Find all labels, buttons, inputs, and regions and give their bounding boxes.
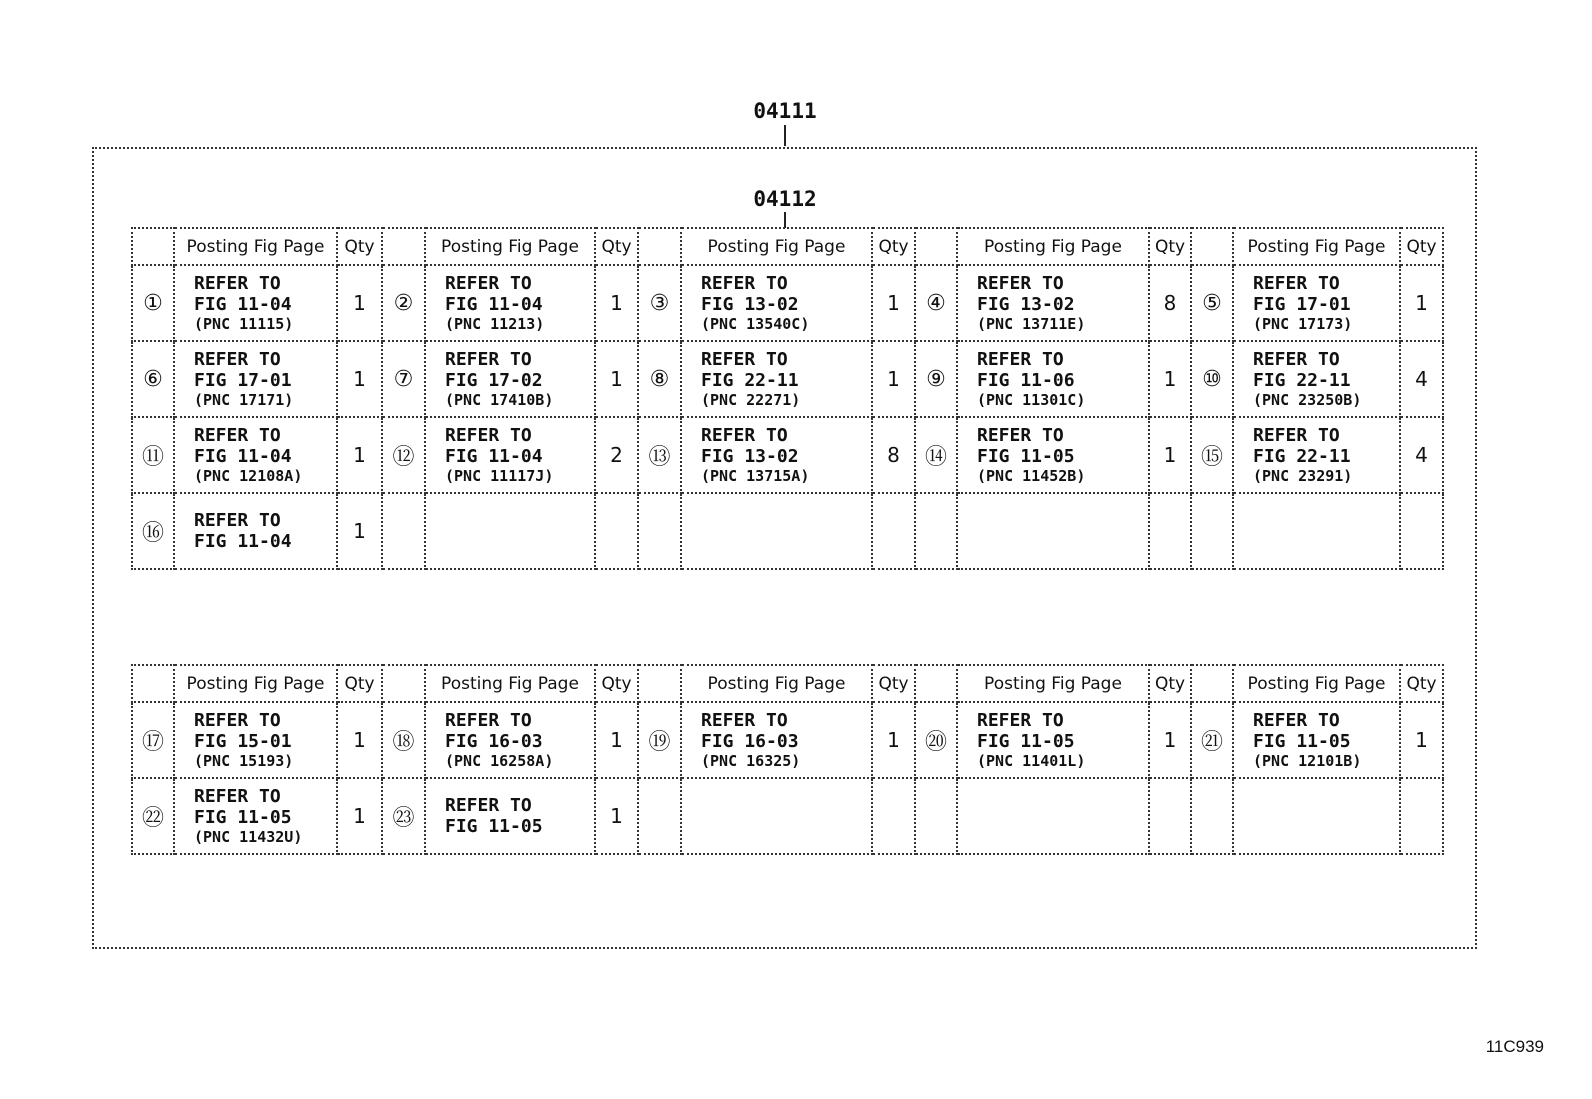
refer-to-label: REFER TO xyxy=(1253,424,1340,446)
item-callout-number[interactable]: ⑲ xyxy=(638,702,681,778)
posting-fig-cell[interactable] xyxy=(174,493,337,569)
posting-fig-page-header: Posting Fig Page xyxy=(681,665,872,702)
qty-header: Qty xyxy=(1149,665,1191,702)
item-callout-number[interactable]: ⑫ xyxy=(382,417,425,493)
qty-header: Qty xyxy=(595,228,638,265)
qty-cell xyxy=(595,493,638,569)
qty-cell: 4 xyxy=(1400,341,1443,417)
refer-to-label: REFER TO xyxy=(445,709,532,731)
posting-fig-cell xyxy=(681,493,872,569)
pnc-reference: (PNC 16325) xyxy=(701,751,801,770)
posting-fig-cell xyxy=(957,493,1149,569)
qty-cell xyxy=(1149,778,1191,854)
fig-reference[interactable]: FIG 11-05 xyxy=(1253,730,1351,752)
posting-fig-cell[interactable] xyxy=(957,702,1149,778)
posting-fig-page-header: Posting Fig Page xyxy=(957,665,1149,702)
fig-reference[interactable]: FIG 22-11 xyxy=(1253,369,1351,391)
fig-reference[interactable]: FIG 13-02 xyxy=(701,445,799,467)
fig-reference[interactable]: FIG 11-04 xyxy=(445,445,543,467)
qty-cell: 1 xyxy=(872,341,915,417)
posting-fig-cell[interactable] xyxy=(1233,702,1400,778)
table-row xyxy=(132,702,1443,778)
fig-reference[interactable]: FIG 11-04 xyxy=(194,293,292,315)
qty-header: Qty xyxy=(1400,665,1443,702)
item-callout-number[interactable]: ④ xyxy=(915,265,957,341)
index-column-header xyxy=(132,665,174,702)
refer-to-label: REFER TO xyxy=(701,709,788,731)
refer-to-label: REFER TO xyxy=(977,709,1064,731)
posting-fig-cell[interactable] xyxy=(957,341,1149,417)
item-callout-number[interactable]: ⑤ xyxy=(1191,265,1233,341)
posting-fig-page-header: Posting Fig Page xyxy=(957,228,1149,265)
qty-cell: 1 xyxy=(595,341,638,417)
qty-cell: 8 xyxy=(872,417,915,493)
qty-cell xyxy=(872,493,915,569)
pnc-reference: (PNC 13711E) xyxy=(977,314,1086,333)
item-callout-number[interactable]: ⑱ xyxy=(382,702,425,778)
item-callout-number xyxy=(382,493,425,569)
fig-reference[interactable]: FIG 11-04 xyxy=(445,293,543,315)
refer-to-label: REFER TO xyxy=(194,709,281,731)
qty-cell: 1 xyxy=(337,341,382,417)
qty-header: Qty xyxy=(337,665,382,702)
item-callout-number[interactable]: ⑨ xyxy=(915,341,957,417)
refer-to-label: REFER TO xyxy=(701,424,788,446)
item-callout-number xyxy=(915,493,957,569)
posting-fig-cell[interactable] xyxy=(1233,265,1400,341)
pnc-reference: (PNC 13540C) xyxy=(701,314,810,333)
pnc-reference: (PNC 13715A) xyxy=(701,466,810,485)
qty-cell: 1 xyxy=(337,778,382,854)
index-column-header xyxy=(382,665,425,702)
fig-reference[interactable]: FIG 16-03 xyxy=(701,730,799,752)
qty-header: Qty xyxy=(1400,228,1443,265)
posting-fig-cell[interactable] xyxy=(681,341,872,417)
pnc-reference: (PNC 11452B) xyxy=(977,466,1086,485)
fig-reference[interactable]: FIG 15-01 xyxy=(194,730,292,752)
pnc-reference: (PNC 11401L) xyxy=(977,751,1086,770)
pnc-reference: (PNC 11117J) xyxy=(445,466,554,485)
item-callout-number[interactable]: ⑮ xyxy=(1191,417,1233,493)
fig-reference[interactable]: FIG 11-05 xyxy=(977,445,1075,467)
index-column-header xyxy=(1191,228,1233,265)
refer-to-label: REFER TO xyxy=(194,272,281,294)
fig-reference[interactable]: FIG 13-02 xyxy=(977,293,1075,315)
pnc-reference: (PNC 12101B) xyxy=(1253,751,1362,770)
fig-reference[interactable]: FIG 11-04 xyxy=(194,445,292,467)
refer-to-label: REFER TO xyxy=(977,348,1064,370)
pnc-reference: (PNC 17410B) xyxy=(445,390,554,409)
item-callout-number[interactable]: ⑬ xyxy=(638,417,681,493)
posting-fig-cell[interactable] xyxy=(681,417,872,493)
header-row xyxy=(132,665,1443,702)
refer-to-label: REFER TO xyxy=(194,424,281,446)
item-callout-number[interactable]: ⑭ xyxy=(915,417,957,493)
posting-fig-cell[interactable] xyxy=(174,265,337,341)
pnc-reference: (PNC 23291) xyxy=(1253,466,1353,485)
item-callout-number[interactable]: ⑳ xyxy=(915,702,957,778)
posting-fig-cell[interactable] xyxy=(174,341,337,417)
fig-reference[interactable]: FIG 11-04 xyxy=(194,531,292,552)
refer-to-label: REFER TO xyxy=(701,348,788,370)
item-callout-number[interactable]: ⑥ xyxy=(132,341,174,417)
qty-cell: 1 xyxy=(872,265,915,341)
qty-cell: 2 xyxy=(595,417,638,493)
item-callout-number[interactable]: ⑧ xyxy=(638,341,681,417)
item-callout-number xyxy=(1191,493,1233,569)
fig-reference[interactable]: FIG 17-01 xyxy=(194,369,292,391)
qty-cell: 4 xyxy=(1400,417,1443,493)
refer-to-label: REFER TO xyxy=(1253,709,1340,731)
refer-to-label: REFER TO xyxy=(445,795,532,816)
qty-header: Qty xyxy=(872,665,915,702)
index-column-header xyxy=(915,228,957,265)
posting-fig-cell[interactable] xyxy=(174,778,337,854)
posting-fig-cell[interactable] xyxy=(957,265,1149,341)
qty-cell xyxy=(872,778,915,854)
qty-cell: 1 xyxy=(1400,265,1443,341)
kit-contents-table-1 xyxy=(131,227,1444,570)
posting-fig-cell[interactable] xyxy=(174,417,337,493)
item-callout-number[interactable]: ㉑ xyxy=(1191,702,1233,778)
pnc-reference: (PNC 16258A) xyxy=(445,751,554,770)
assembly-leader-line xyxy=(784,125,786,146)
fig-reference[interactable]: FIG 16-03 xyxy=(445,730,543,752)
item-callout-number[interactable]: ⑪ xyxy=(132,417,174,493)
posting-fig-cell[interactable] xyxy=(425,341,595,417)
item-callout-number[interactable]: ③ xyxy=(638,265,681,341)
table-row xyxy=(132,265,1443,341)
pnc-reference: (PNC 11213) xyxy=(445,314,545,333)
qty-cell: 1 xyxy=(1149,341,1191,417)
item-callout-number[interactable]: ⑰ xyxy=(132,702,174,778)
qty-header: Qty xyxy=(595,665,638,702)
qty-cell: 1 xyxy=(337,493,382,569)
fig-reference[interactable]: FIG 11-06 xyxy=(977,369,1075,391)
fig-reference[interactable]: FIG 22-11 xyxy=(1253,445,1351,467)
posting-fig-page-header: Posting Fig Page xyxy=(681,228,872,265)
qty-cell: 1 xyxy=(595,702,638,778)
index-column-header xyxy=(132,228,174,265)
qty-header: Qty xyxy=(337,228,382,265)
table-row xyxy=(132,493,1443,569)
item-callout-number[interactable]: ⑯ xyxy=(132,493,174,569)
refer-to-label: REFER TO xyxy=(701,272,788,294)
posting-fig-cell[interactable] xyxy=(174,702,337,778)
fig-reference[interactable]: FIG 13-02 xyxy=(701,293,799,315)
index-column-header xyxy=(638,665,681,702)
index-column-header xyxy=(382,228,425,265)
qty-cell: 1 xyxy=(337,702,382,778)
table-row xyxy=(132,417,1443,493)
qty-cell: 1 xyxy=(872,702,915,778)
pnc-reference: (PNC 23250B) xyxy=(1253,390,1362,409)
qty-cell: 1 xyxy=(595,265,638,341)
table-row xyxy=(132,341,1443,417)
item-callout-number[interactable]: ⑦ xyxy=(382,341,425,417)
posting-fig-cell[interactable] xyxy=(425,265,595,341)
qty-cell: 1 xyxy=(1149,417,1191,493)
qty-cell: 1 xyxy=(1149,702,1191,778)
pnc-reference: (PNC 15193) xyxy=(194,751,294,770)
refer-to-label: REFER TO xyxy=(445,424,532,446)
posting-fig-cell xyxy=(957,778,1149,854)
refer-to-label: REFER TO xyxy=(1253,348,1340,370)
pnc-reference: (PNC 11115) xyxy=(194,314,294,333)
posting-fig-cell[interactable] xyxy=(425,702,595,778)
posting-fig-cell xyxy=(1233,778,1400,854)
pnc-reference: (PNC 11432U) xyxy=(194,827,303,846)
posting-fig-cell[interactable] xyxy=(1233,341,1400,417)
item-callout-number[interactable]: ⑩ xyxy=(1191,341,1233,417)
refer-to-label: REFER TO xyxy=(977,424,1064,446)
refer-to-label: REFER TO xyxy=(445,348,532,370)
kit-part-number[interactable]: 04112 xyxy=(753,187,817,211)
qty-cell xyxy=(1400,493,1443,569)
item-callout-number xyxy=(638,493,681,569)
fig-reference[interactable]: FIG 11-05 xyxy=(445,816,543,837)
qty-cell: 1 xyxy=(337,265,382,341)
pnc-reference: (PNC 12108A) xyxy=(194,466,303,485)
posting-fig-page-header: Posting Fig Page xyxy=(425,665,595,702)
kit-contents-table-2 xyxy=(131,664,1444,855)
index-column-header xyxy=(915,665,957,702)
posting-fig-cell[interactable] xyxy=(681,265,872,341)
posting-fig-page-header: Posting Fig Page xyxy=(174,228,337,265)
figure-code: 11C939 xyxy=(1485,1037,1544,1056)
fig-reference[interactable]: FIG 17-02 xyxy=(445,369,543,391)
refer-to-label: REFER TO xyxy=(194,785,281,807)
posting-fig-cell xyxy=(425,493,595,569)
posting-fig-page-header: Posting Fig Page xyxy=(425,228,595,265)
posting-fig-cell[interactable] xyxy=(425,778,595,854)
qty-cell xyxy=(1149,493,1191,569)
posting-fig-cell[interactable] xyxy=(425,417,595,493)
refer-to-label: REFER TO xyxy=(1253,272,1340,294)
qty-cell: 1 xyxy=(1400,702,1443,778)
pnc-reference: (PNC 22271) xyxy=(701,390,801,409)
posting-fig-cell xyxy=(681,778,872,854)
item-callout-number xyxy=(915,778,957,854)
refer-to-label: REFER TO xyxy=(194,348,281,370)
assembly-part-number[interactable]: 04111 xyxy=(753,99,817,123)
pnc-reference: (PNC 11301C) xyxy=(977,390,1086,409)
item-callout-number[interactable]: ㉒ xyxy=(132,778,174,854)
refer-to-label: REFER TO xyxy=(445,272,532,294)
posting-fig-page-header: Posting Fig Page xyxy=(1233,665,1400,702)
pnc-reference: (PNC 17173) xyxy=(1253,314,1353,333)
item-callout-number xyxy=(1191,778,1233,854)
index-column-header xyxy=(638,228,681,265)
table-row xyxy=(132,778,1443,854)
item-callout-number xyxy=(638,778,681,854)
item-callout-number[interactable]: ① xyxy=(132,265,174,341)
fig-reference[interactable]: FIG 11-05 xyxy=(194,806,292,828)
kit-leader-line xyxy=(784,212,786,228)
item-callout-number[interactable]: ㉓ xyxy=(382,778,425,854)
qty-cell: 1 xyxy=(595,778,638,854)
posting-fig-cell[interactable] xyxy=(1233,417,1400,493)
qty-cell xyxy=(1400,778,1443,854)
fig-reference[interactable]: FIG 17-01 xyxy=(1253,293,1351,315)
posting-fig-cell[interactable] xyxy=(957,417,1149,493)
index-column-header xyxy=(1191,665,1233,702)
qty-header: Qty xyxy=(1149,228,1191,265)
fig-reference[interactable]: FIG 22-11 xyxy=(701,369,799,391)
refer-to-label: REFER TO xyxy=(977,272,1064,294)
refer-to-label: REFER TO xyxy=(194,510,281,531)
qty-header: Qty xyxy=(872,228,915,265)
posting-fig-page-header: Posting Fig Page xyxy=(1233,228,1400,265)
posting-fig-cell[interactable] xyxy=(681,702,872,778)
posting-fig-cell xyxy=(1233,493,1400,569)
pnc-reference: (PNC 17171) xyxy=(194,390,294,409)
header-row xyxy=(132,228,1443,265)
fig-reference[interactable]: FIG 11-05 xyxy=(977,730,1075,752)
qty-cell: 8 xyxy=(1149,265,1191,341)
posting-fig-page-header: Posting Fig Page xyxy=(174,665,337,702)
qty-cell: 1 xyxy=(337,417,382,493)
item-callout-number[interactable]: ② xyxy=(382,265,425,341)
